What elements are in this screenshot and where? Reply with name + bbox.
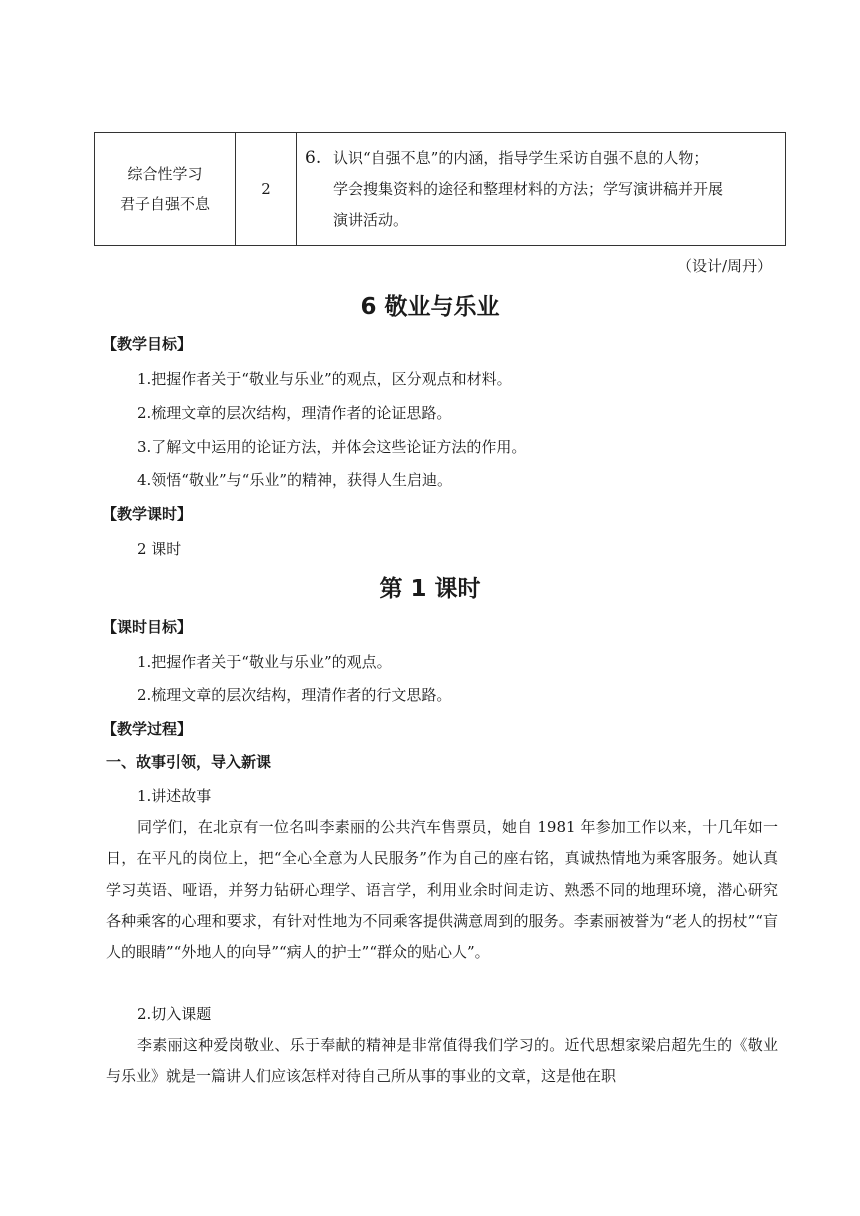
hours-heading: 【教学课时】 [102, 505, 193, 523]
goal-item: 2.梳理文章的层次结构，理清作者的论证思路。 [137, 404, 452, 422]
unit-cell [95, 133, 236, 246]
objective-number: 6. [305, 147, 322, 168]
lesson-title: 6 敬业与乐业 [360, 294, 500, 320]
story-paragraph: 同学们，在北京有一位名叫李素丽的公共汽车售票员，她自 1981 年参加工作以来，十几年如一日，在平凡的岗位上，把“全心全意为人民服务”作为自己的座右铭，真诚热情地为乘客服务。她认真学习英语、哑语，并努力钻研心理学、语言学，利用业余时间走访、熟悉不同的地理环境，潜心研究各种乘客的心理和要求，有针对性地为不同乘客提供满意周到的服务。李素丽被誉为“老人的拐杖”“盲人的眼睛”“外地人的向导”“病人的护士”“群众的贴心人”。 [106, 818, 778, 962]
step-label: 2.切入课题 [137, 1005, 212, 1023]
period-goal-item: 1.把握作者关于“敬业与乐业”的观点。 [137, 653, 392, 671]
design-credit: （设计/周丹） [676, 257, 772, 275]
objective-cell [297, 133, 786, 246]
period-goal-item: 2.梳理文章的层次结构，理清作者的行文思路。 [137, 686, 452, 704]
unit-name-line2: 君子自强不息 [119, 195, 210, 213]
goal-item: 4.领悟“敬业”与“乐业”的精神，获得人生启迪。 [137, 471, 452, 489]
objective-line2: 学会搜集资料的途径和整理材料的方法；学写演讲稿并开展 [333, 179, 724, 198]
goal-item: 1.把握作者关于“敬业与乐业”的观点，区分观点和材料。 [137, 370, 512, 388]
objective-line1: 认识“自强不息”的内涵，指导学生采访自强不息的人物； [333, 148, 709, 167]
curriculum-table [94, 132, 786, 246]
hours-cell: 2 [236, 133, 297, 246]
table-row [95, 133, 786, 246]
goal-item: 3.了解文中运用的论证方法，并体会这些论证方法的作用。 [137, 438, 527, 456]
intro-paragraph: 李素丽这种爱岗敬业、乐于奉献的精神是非常值得我们学习的。近代思想家梁启超先生的《敬业与乐业》就是一篇讲人们应该怎样对待自己所从事的事业的文章，这是他在职 [106, 1036, 778, 1086]
section-title: 一、故事引领，导入新课 [106, 753, 272, 771]
objective-line3: 演讲活动。 [333, 210, 409, 229]
period-goals-heading: 【课时目标】 [102, 618, 193, 636]
goals-heading: 【教学目标】 [102, 335, 193, 353]
period-title: 第 1 课时 [379, 576, 481, 602]
step-label: 1.讲述故事 [137, 787, 212, 805]
unit-name-line1: 综合性学习 [127, 165, 203, 183]
hours-value: 2 课时 [137, 540, 182, 558]
process-heading: 【教学过程】 [102, 720, 193, 738]
